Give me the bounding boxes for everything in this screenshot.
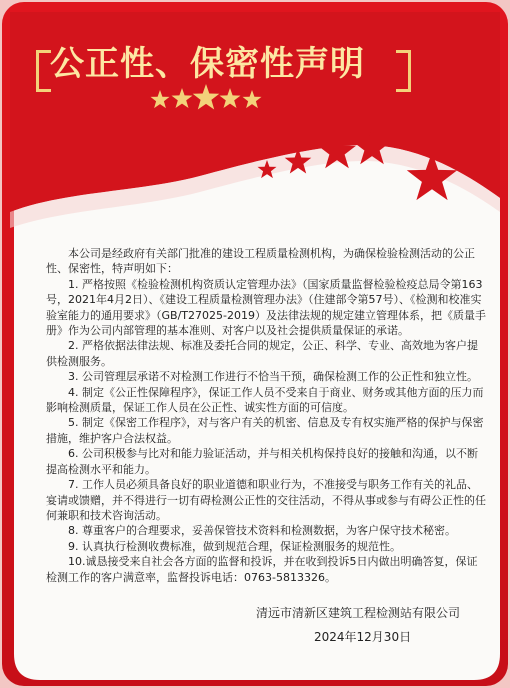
declaration-body <box>46 246 488 585</box>
clause-5: 5. 制定《保密工作程序》，对与客户有关的机密、信息及专有权实施严格的保护与保密措施，维护客户合法权益。 <box>46 416 484 445</box>
clause-4: 4. 制定《公正性保障程序》，保证工作人员不受来自于商业、财务或其他方面的压力而影响检测质量，保证工作人员在公正性、诚实性方面的可信度。 <box>46 385 484 415</box>
clause-1: 1. 严格按照《检验检测机构资质认定管理办法》（国家质量监督检验检疫总局令第163号，2021年4月2日）、《建设工程质量检测管理办法》（住建部令第57号）、《检测和校准实验室能力的通用要求》（GB/T27025-2019）及法律法规的规定建立管理体系，把《质量手册》作为公司内部管理的基本准则、对客户以及社会提供质量保证的承诺。 <box>46 277 486 338</box>
clause-3: 3. 公司管理层承诺不对检测工作进行不恰当干预，确保检测工作的公正性和独立性。 <box>68 370 478 384</box>
declaration-board <box>2 2 508 686</box>
clause-8: 8. 尊重客户的合理要求，妥善保管技术资料和检测数据，为客户保守技术秘密。 <box>68 524 456 538</box>
title-bracket-left <box>36 50 51 92</box>
clause-9: 9. 认真执行检测收费标准，做到规范合理，保证检测服务的规范性。 <box>68 539 401 553</box>
intro-paragraph: 本公司是经政府有关部门批准的建设工程质量检测机构，为确保检验检测活动的公正性、保密性，特声明如下： <box>46 247 475 276</box>
clause-6: 6. 公司积极参与比对和能力验证活动，并与相关机构保持良好的接触和沟通，以不断提高检测水平和能力。 <box>46 447 478 476</box>
clause-7: 7. 工作人员必须具备良好的职业道德和职业行为，不准接受与职务工作有关的礼品、宴请或馈赠，并不得进行一切有碍检测公正性的交往活动，不得从事或参与有碍公正性的任何兼职和技术咨询活动。 <box>46 478 486 522</box>
page-title: 公正性、保密性声明 <box>50 44 365 84</box>
signature-company: 清远市清新区建筑工程检测站有限公司 <box>256 606 461 620</box>
signature-date: 2024年12月30日 <box>314 630 412 644</box>
clause-10: 10.诚恳接受来自社会各方面的监督和投诉，并在收到投诉5日内做出明确答复，保证检测工作的客户满意率，监督投诉电话：0763-5813326。 <box>46 555 478 584</box>
title-bracket-right <box>396 50 411 92</box>
clause-2: 2. 严格依据法律法规、标准及委托合同的规定，公正、科学、专业、高效地为客户提供检测服务。 <box>46 339 478 368</box>
